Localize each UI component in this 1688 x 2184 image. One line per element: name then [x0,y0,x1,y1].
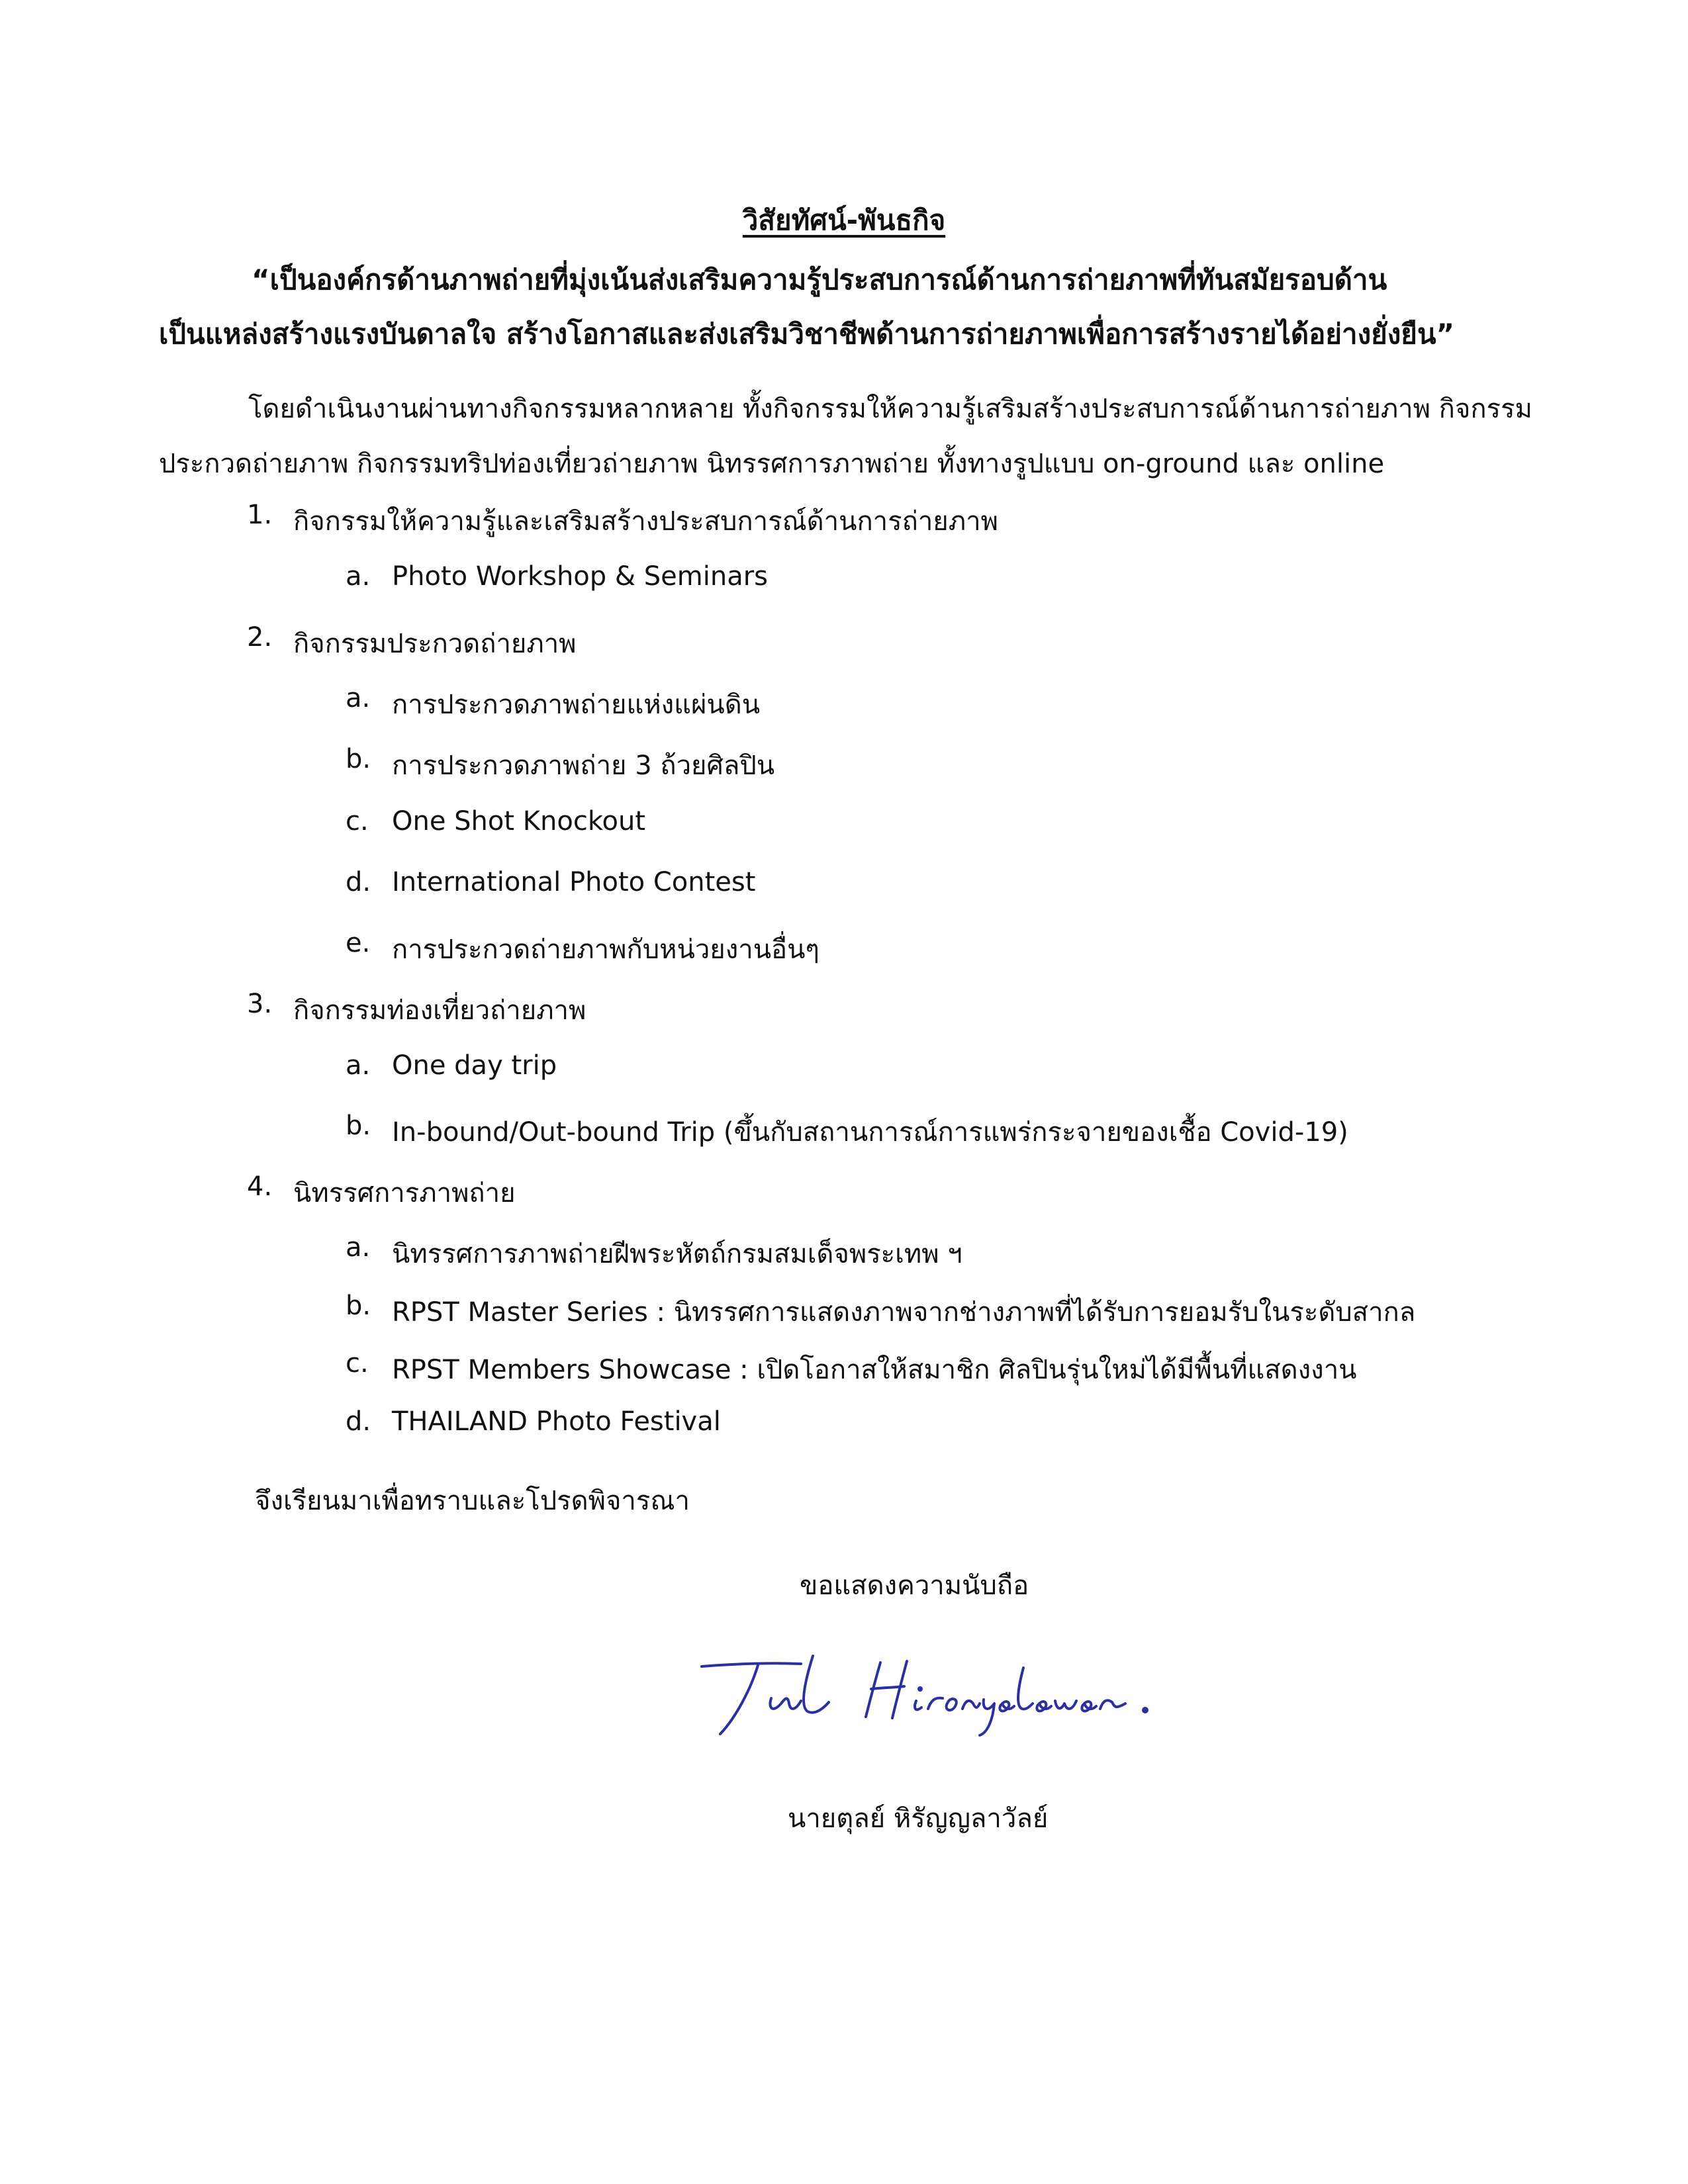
section-title: กิจกรรมประกวดถ่ายภาพ [293,629,577,659]
intro-paragraph-line-1: โดยดำเนินงานผ่านทางกิจกรรมหลากหลาย ทั้งกิจกรรมให้ความรู้เสริมสร้างประสบการณ์ด้านการถ่ายภาพ กิจกรรม [248,394,1532,424]
section-marker: 4. [247,1171,273,1202]
vision-statement-line-1: “เป็นองค์กรด้านภาพถ่ายที่มุ่งเน้นส่งเสริมความรู้ประสบการณ์ด้านการถ่ายภาพที่ทันสมัยรอบด้าน [252,263,1387,296]
list-item-text: การประกวดภาพถ่าย 3 ถ้วยศิลปิน [392,751,775,781]
section-marker: 3. [247,989,273,1019]
section-marker: 2. [247,622,273,653]
signer-name: นายตุลย์ หิรัญญลาวัลย์ [788,1803,1049,1834]
complimentary-close: ขอแสดงความนับถือ [800,1570,1029,1601]
intro-paragraph-line-2: ประกวดถ่ายภาพ กิจกรรมทริปท่องเที่ยวถ่ายภาพ นิทรรศการภาพถ่าย ทั้งทางรูปแบบ on-ground และ online [159,449,1385,479]
vision-statement-line-2: เป็นแหล่งสร้างแรงบันดาลใจ สร้างโอกาสและส่งเสริมวิชาชีพด้านการถ่ายภาพเพื่อการสร้างรายได้อย่างยั่งยืน” [159,318,1455,350]
closing-sentence: จึงเรียนมาเพื่อทราบและโปรดพิจารณา [255,1486,690,1516]
list-item-text: THAILAND Photo Festival [392,1406,721,1437]
list-item-text: RPST Master Series : นิทรรศการแสดงภาพจากช่างภาพที่ได้รับการยอมรับในระดับสากล [392,1297,1416,1328]
section-marker: 1. [247,500,273,530]
section-title: นิทรรศการภาพถ่าย [293,1178,516,1208]
list-item-text: One day trip [392,1050,557,1081]
section-title: กิจกรรมท่องเที่ยวถ่ายภาพ [293,995,586,1026]
list-item-marker: a. [346,1232,371,1263]
list-item-marker: a. [346,561,371,592]
list-item-marker: c. [346,806,369,837]
list-item-marker: a. [346,683,371,713]
list-item-marker: e. [346,928,371,958]
section-title: กิจกรรมให้ความรู้และเสริมสร้างประสบการณ์ด้านการถ่ายภาพ [293,506,998,537]
list-item-marker: d. [346,867,371,897]
list-item-text: RPST Members Showcase : เปิดโอกาสให้สมาชิก ศิลปินรุ่นใหม่ได้มีพื้นที่แสดงงาน [392,1355,1357,1385]
list-item-text: Photo Workshop & Seminars [392,561,769,592]
list-item-marker: d. [346,1406,371,1437]
list-item-text: In-bound/Out-bound Trip (ขึ้นกับสถานการณ์การแพร่กระจายของเชื้อ Covid-19) [392,1117,1348,1148]
list-item-text: นิทรรศการภาพถ่ายฝีพระหัตถ์กรมสมเด็จพระเทพ ฯ [392,1239,962,1269]
list-item-marker: a. [346,1050,371,1081]
list-item-marker: b. [346,1111,371,1141]
list-item-text: One Shot Knockout [392,806,646,837]
list-item-marker: b. [346,1291,371,1321]
list-item-text: การประกวดภาพถ่ายแห่งแผ่นดิน [392,690,761,720]
list-item-text: การประกวดถ่ายภาพกับหน่วยงานอื่นๆ [392,934,820,965]
handwritten-signature [688,1635,1178,1747]
list-item-marker: b. [346,744,371,774]
document-heading: วิสัยทัศน์-พันธกิจ [742,204,946,236]
list-item-text: International Photo Contest [392,867,756,897]
list-item-marker: c. [346,1348,369,1379]
